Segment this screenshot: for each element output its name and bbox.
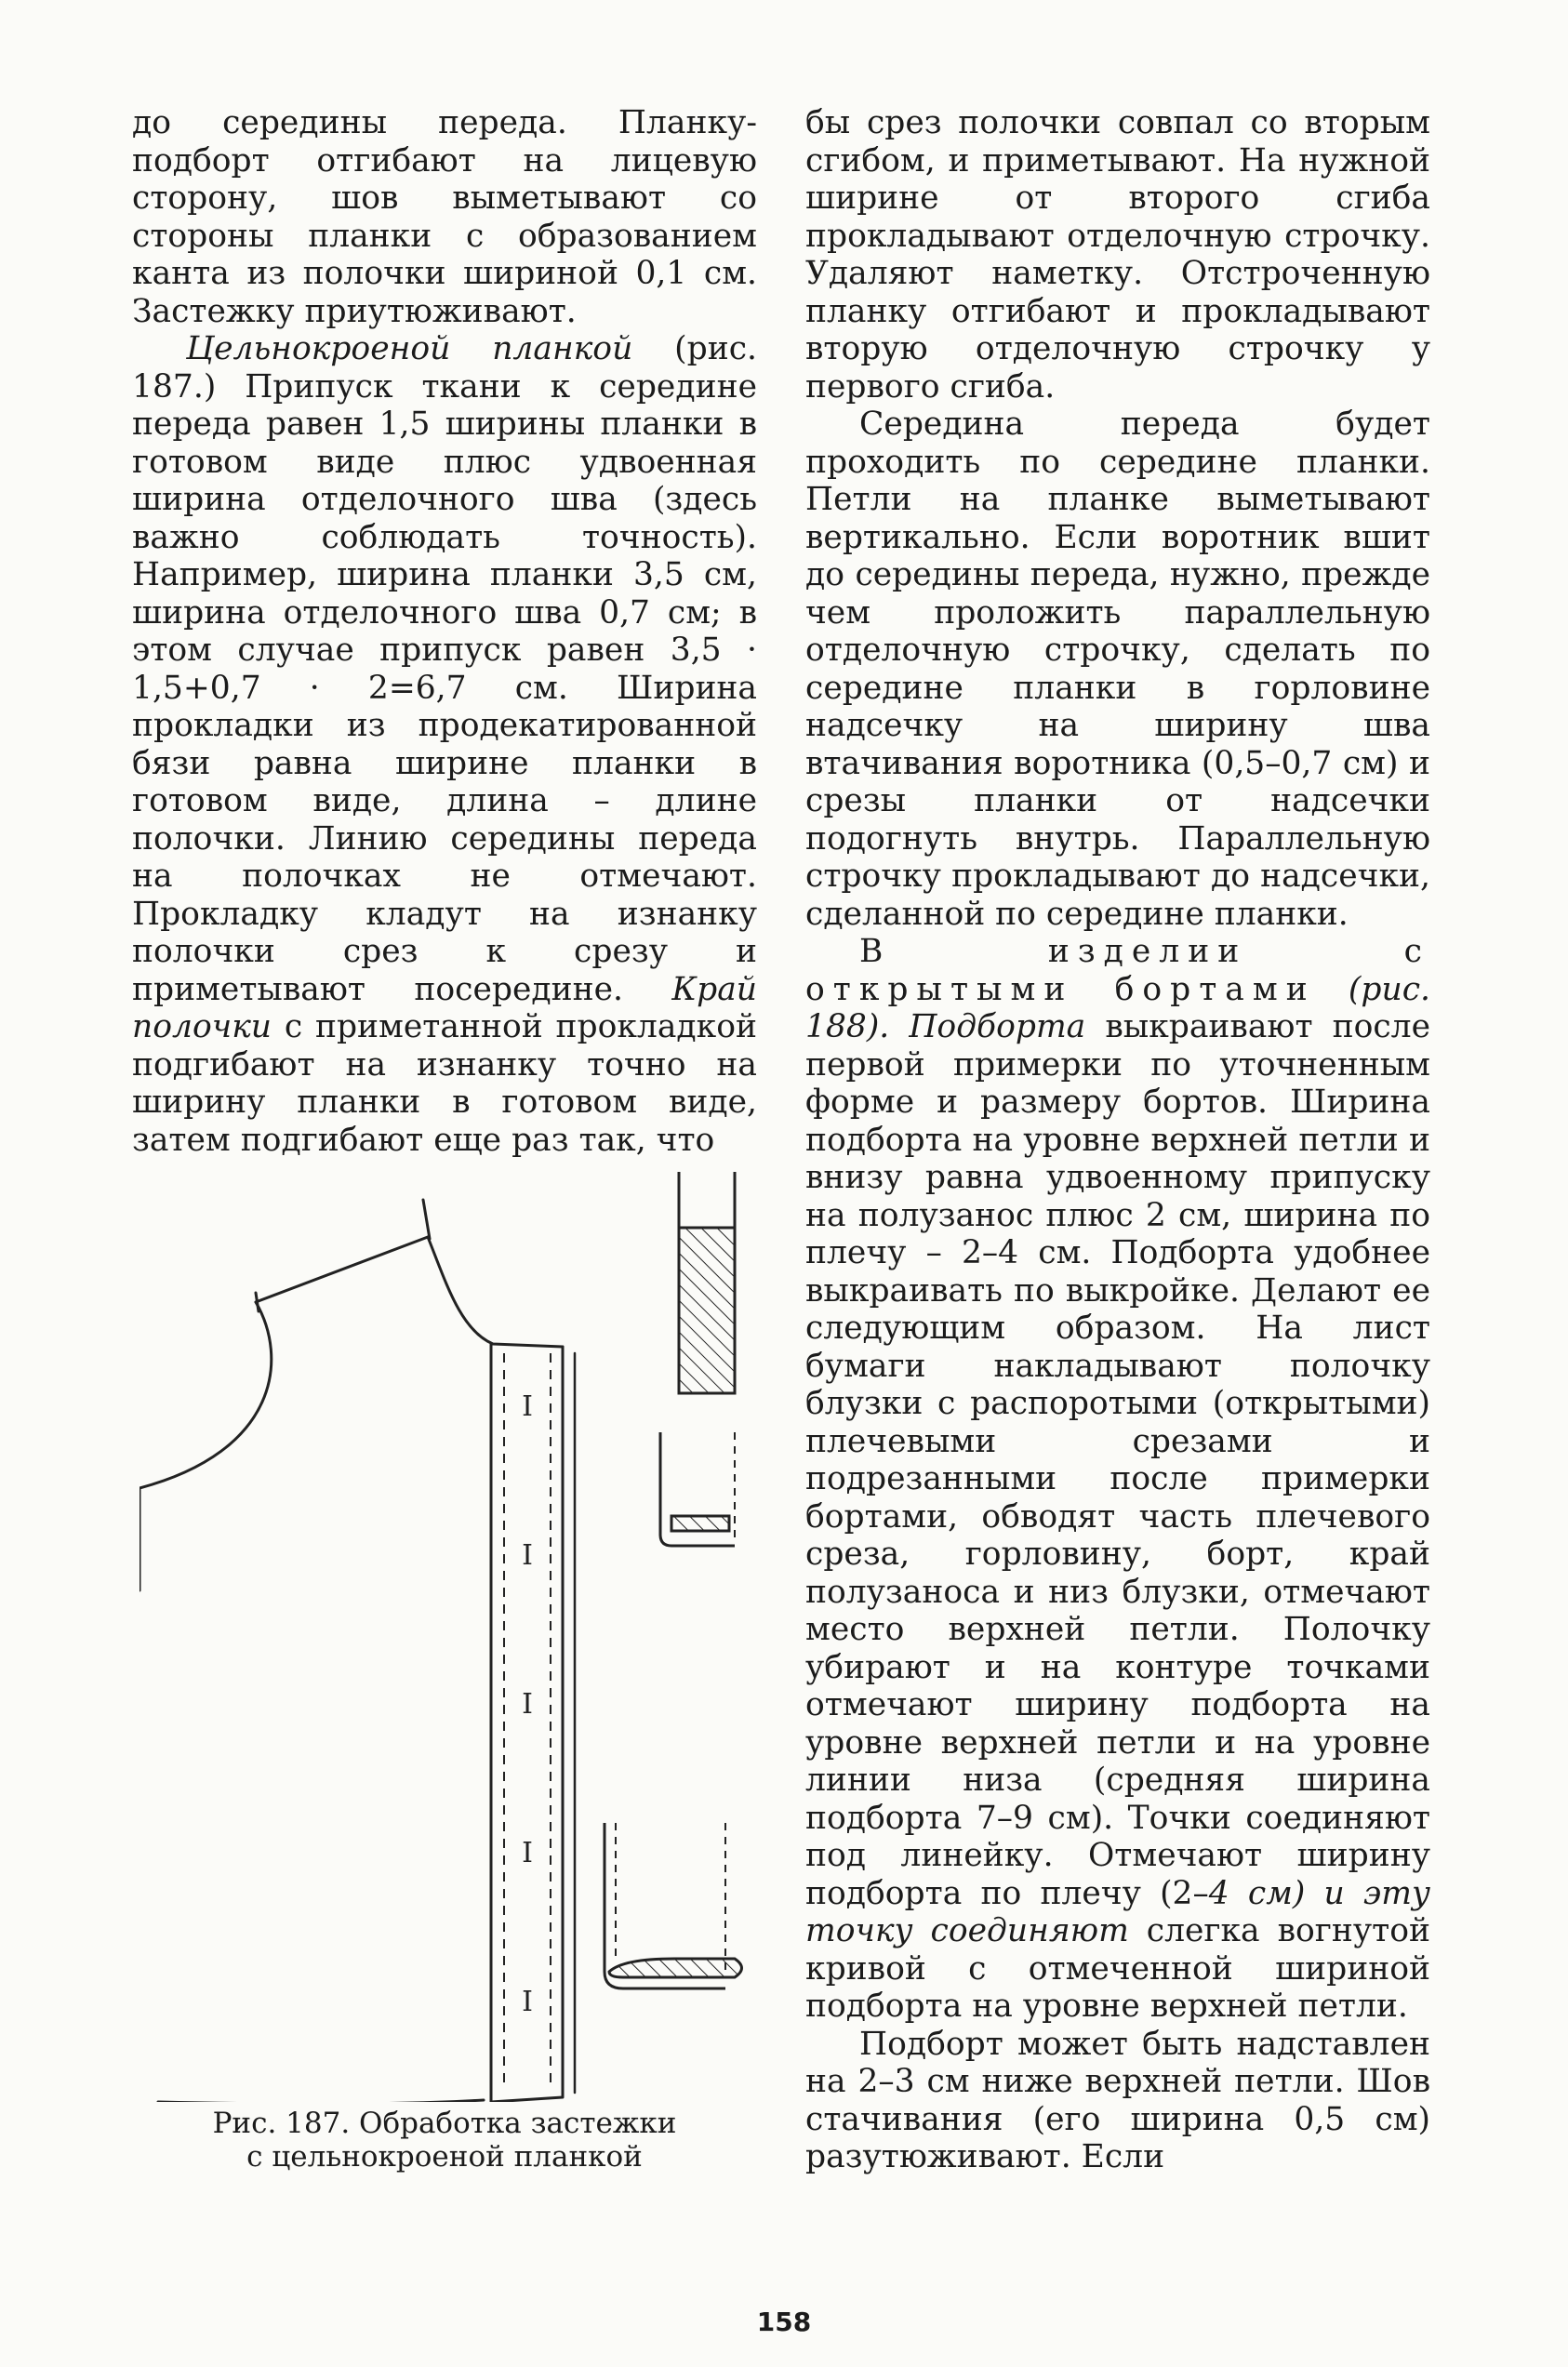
left-text-column [132, 104, 757, 1159]
buttonhole-mark: I [522, 1390, 533, 1423]
armhole-curve [140, 1302, 272, 1590]
shoulder-notch [256, 1293, 259, 1311]
shoulder-top-stub [423, 1200, 430, 1239]
buttonhole-mark: I [522, 1837, 533, 1869]
buttonhole-mark: I [522, 1539, 533, 1572]
paragraph-italic: Подборта [889, 1008, 1086, 1045]
paragraph-lead: Цельнокроеной планкой [186, 330, 633, 367]
paragraph [805, 933, 1430, 2026]
cross-section-middle [660, 1432, 735, 1546]
page-number: 158 [756, 2307, 812, 2337]
cross-section-bottom [605, 1823, 742, 1988]
neckline-curve [428, 1237, 563, 1347]
paragraph-body: выкраивают после первой примерки по уточненным форме и размеру бортов. Ширина подборта на уровне верхней петли и внизу равна удвоенному припуску на полузанос плюс 2 см, ширина по плечу – 2–4 см. Подборта удобнее выкраивать по выкройке. Делают ее следующим образом. На лист бумаги накладывают полочку блузки с распоротыми (открытыми) плечевыми срезами и подрезанными после примерки бортами, обводят часть плечевого среза, горловину, борт, край полузаноса и низ блузки, отмечают место верхней петли. Полочку убирают и на контуре точками отмечают ширину подборта на уровне верхней петли и на уровне линии низа (средняя ширина подборта 7–9 см). Точки соединяют под линейку. Отмечают ширину подборта по плечу (2– [805, 1008, 1431, 1912]
figure-reference: (рис. 188). [805, 970, 1430, 1045]
paragraph: до середины переда. Планку-подборт отгибают на лицевую сторону, шов выметывают со стороны планки с образованием канта из полочки шириной 0,1 см. Застежку приутюживают. [132, 104, 757, 330]
shoulder-line [256, 1237, 428, 1302]
paragraph [132, 330, 757, 1159]
figure-caption [132, 2107, 757, 2174]
cross-section-top [679, 1172, 735, 1393]
spaced-heading: В изделии с открытыми бортами [805, 933, 1430, 1008]
paragraph-body: (рис. 187.) Припуск ткани к середине переда равен 1,5 ширины планки в готовом виде плюс удвоенная ширина отделочного шва (здесь важно соблюдать точность). Например, ширина планки 3,5 см, ширина отделочного шва 0,7 см; в этом случае припуск равен 3,5 · 1,5+0,7 · 2=6,7 см. Ширина прокладки из продекатированной бязи равна ширине планки в готовом виде, длина – длине полочки. Линию середины переда на полочках не отмечают. Прокладку кладут на изнанку полочки срез к срезу и приметывают посередине. [132, 330, 757, 1008]
bottom-edge [158, 2100, 484, 2102]
paragraph-body: слегка вогнутой кривой с отмеченной шириной подборта на уровне верхней петли. [805, 1912, 1430, 2025]
placket-diagram [140, 1172, 753, 2102]
figure-187-placket-drawing [140, 1172, 753, 2158]
buttonhole-mark: I [522, 1986, 533, 2018]
paragraph-italic: Край полочки [132, 970, 757, 1045]
right-text-column [805, 104, 1430, 2176]
caption-line: Рис. 187. Обработка застежки [212, 2107, 677, 2140]
buttonhole-mark: I [522, 1688, 533, 1721]
paragraph-italic: 4 см) и эту точку соединяют [805, 1874, 1430, 1949]
paragraph: Подборт может быть надставлен на 2–3 см ниже верхней петли. Шов стачивания (его ширина 0,5 см) разутюживают. Если [805, 2025, 1430, 2175]
caption-line: с цельнокроеной планкой [246, 2140, 643, 2174]
paragraph: Середина переда будет проходить по середине планки. Петли на планке выметывают вертикально. Если воротник вшит до середины переда, нужно, прежде чем проложить параллельную отделочную строчку, сделать по середине планки в горловине надсечку на ширину шва втачивания воротника (0,5–0,7 см) и срезы планки от надсечки подогнуть внутрь. Параллельную строчку прокладывают до надсечки, сделанной по середине планки. [805, 406, 1430, 933]
paragraph-body: с приметанной прокладкой подгибают на изнанку точно на ширину планки в готовом виде, затем подгибают еще раз так, что [132, 1008, 757, 1159]
paragraph: бы срез полочки совпал со вторым сгибом, и приметывают. На нужной ширине от второго сгиба прокладывают отделочную строчку. Удаляют наметку. Отстроченную планку отгибают и прокладывают вторую отделочную строчку у первого сгиба. [805, 104, 1430, 406]
